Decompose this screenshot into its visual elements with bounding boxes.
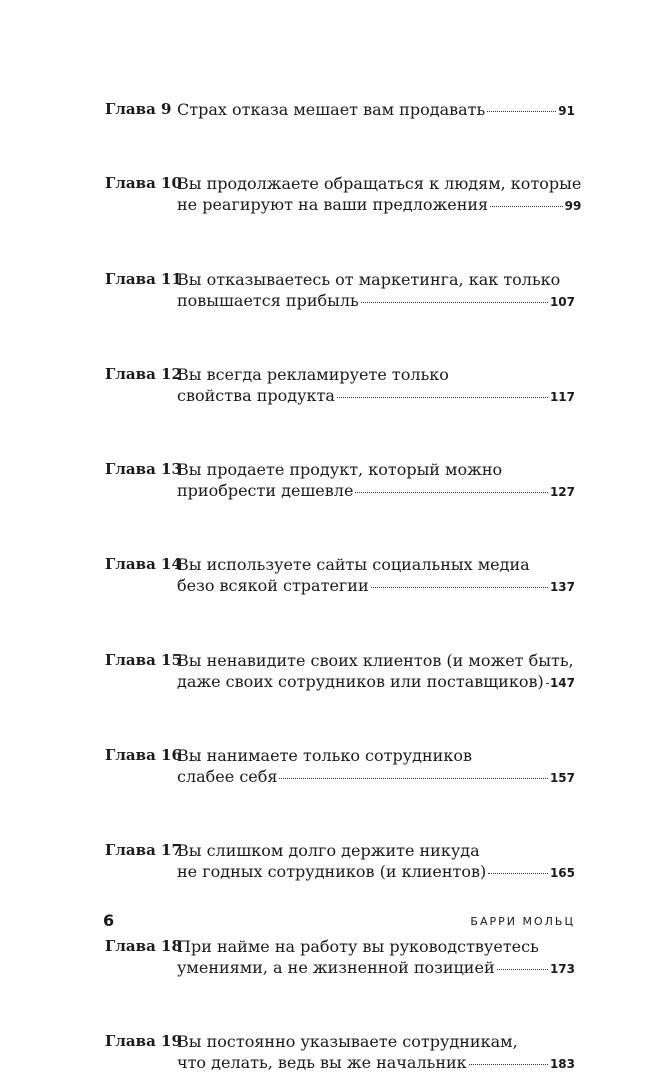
chapter-title-last-line <box>177 861 575 884</box>
chapter-title-last-line <box>177 671 575 694</box>
chapter-title <box>177 364 575 408</box>
chapter-label: Глава 16 <box>105 746 182 765</box>
chapter-title-line: приобрести дешевле <box>177 481 354 501</box>
chapter-title-last-line <box>177 385 575 408</box>
chapter-label: Глава 10 <box>105 174 182 193</box>
chapter-title-line: Вы продаете продукт, который можно <box>177 460 503 480</box>
chapter-title-line: повышается прибыль <box>177 290 359 310</box>
chapter-title-last-line <box>177 575 575 598</box>
dot-leader <box>279 777 547 779</box>
dot-leader <box>361 301 548 303</box>
dot-leader <box>355 491 548 493</box>
chapter-label: Глава 11 <box>105 269 182 288</box>
chapter-title-line: Вы нанимаете только сотрудников <box>177 746 472 766</box>
dot-leader <box>371 586 548 588</box>
toc-entry <box>105 173 582 217</box>
dot-leader <box>469 1063 548 1065</box>
chapter-label: Глава 17 <box>105 841 182 860</box>
chapter-title-last-line <box>177 480 575 503</box>
chapter-label: Глава 9 <box>105 100 172 118</box>
chapter-title-last-line <box>177 290 575 313</box>
chapter-page-number: 137 <box>549 580 575 595</box>
chapter-title <box>177 840 575 884</box>
chapter-title-line: свойства продукта <box>177 385 335 405</box>
toc-entry <box>105 269 575 313</box>
toc-entry <box>105 1031 575 1075</box>
toc-entry <box>105 459 575 503</box>
toc-entry <box>105 99 575 122</box>
chapter-title <box>177 1031 575 1075</box>
chapter-label: Глава 19 <box>105 1031 182 1050</box>
chapter-title-line: Вы всегда рекламируете только <box>177 364 449 384</box>
chapter-title-line: Вы используете сайты социальных медиа <box>177 555 530 575</box>
chapter-title-line: Страх отказа мешает вам продавать <box>177 100 486 119</box>
chapter-title-line: слабее себя <box>177 767 278 787</box>
chapter-title-last-line <box>177 957 575 980</box>
chapter-title <box>177 459 575 503</box>
chapter-title <box>177 745 575 789</box>
dot-leader <box>488 872 548 874</box>
toc-entry <box>105 840 575 884</box>
toc-entry <box>105 650 575 694</box>
toc-entry <box>105 554 575 598</box>
chapter-label: Глава 14 <box>105 555 182 574</box>
chapter-title-line: Вы отказываетесь от маркетинга, как только <box>177 269 561 289</box>
chapter-title <box>177 173 581 217</box>
chapter-page-number: 183 <box>549 1056 575 1071</box>
running-footer-author: БАРРИ МОЛЬЦ <box>470 915 575 928</box>
toc-entry <box>105 364 575 408</box>
dot-leader <box>490 205 563 207</box>
dot-leader <box>337 396 548 398</box>
chapter-title-last-line <box>177 1052 575 1075</box>
chapter-page-number: 127 <box>549 485 575 500</box>
chapter-page-number: 147 <box>549 675 575 690</box>
chapter-label: Глава 15 <box>105 650 182 669</box>
chapter-title-line: умениями, а не жизненной позицией <box>177 957 495 977</box>
chapter-title <box>177 936 575 980</box>
chapter-title-last-line <box>177 194 581 217</box>
chapter-title-line: Вы ненавидите своих клиентов (и может быть, <box>177 650 574 670</box>
page-number: 6 <box>103 911 115 930</box>
chapter-title <box>177 269 575 313</box>
chapter-page-number: 157 <box>549 771 575 786</box>
chapter-title-line: Вы постоянно указываете сотрудникам, <box>177 1031 518 1051</box>
dot-leader <box>497 968 548 970</box>
chapter-title-line: Вы слишком долго держите никуда <box>177 841 480 861</box>
toc-entry <box>105 745 575 789</box>
chapter-title-line: даже своих сотрудников или поставщиков) <box>177 671 544 691</box>
chapter-title <box>177 554 575 598</box>
chapter-title-line: что делать, ведь вы же начальник <box>177 1052 467 1072</box>
chapter-page-number: 107 <box>549 294 575 309</box>
chapter-page-number: 99 <box>564 199 582 214</box>
dot-leader <box>487 110 556 112</box>
chapter-page-number: 173 <box>549 961 575 976</box>
chapter-label: Глава 18 <box>105 936 182 955</box>
chapter-title-line: При найме на работу вы руководствуетесь <box>177 936 539 956</box>
chapter-title-line: Вы продолжаете обращаться к людям, которые <box>177 174 582 194</box>
chapter-title-line: не реагируют на ваши предложения <box>177 195 489 215</box>
dot-leader <box>546 682 548 684</box>
chapter-title <box>177 99 575 122</box>
chapter-page-number: 117 <box>549 389 575 404</box>
toc-entry <box>105 936 575 980</box>
chapter-title-last-line <box>177 99 575 122</box>
chapter-title-line: безо всякой стратегии <box>177 576 369 596</box>
chapter-label: Глава 12 <box>105 364 182 383</box>
chapter-title-line: не годных сотрудников (и клиентов) <box>177 862 487 882</box>
chapter-page-number: 91 <box>558 104 575 118</box>
table-of-contents <box>105 99 582 1075</box>
chapter-page-number: 165 <box>549 866 575 881</box>
chapter-title-last-line <box>177 766 575 789</box>
chapter-label: Глава 13 <box>105 460 182 479</box>
chapter-title <box>177 650 575 694</box>
